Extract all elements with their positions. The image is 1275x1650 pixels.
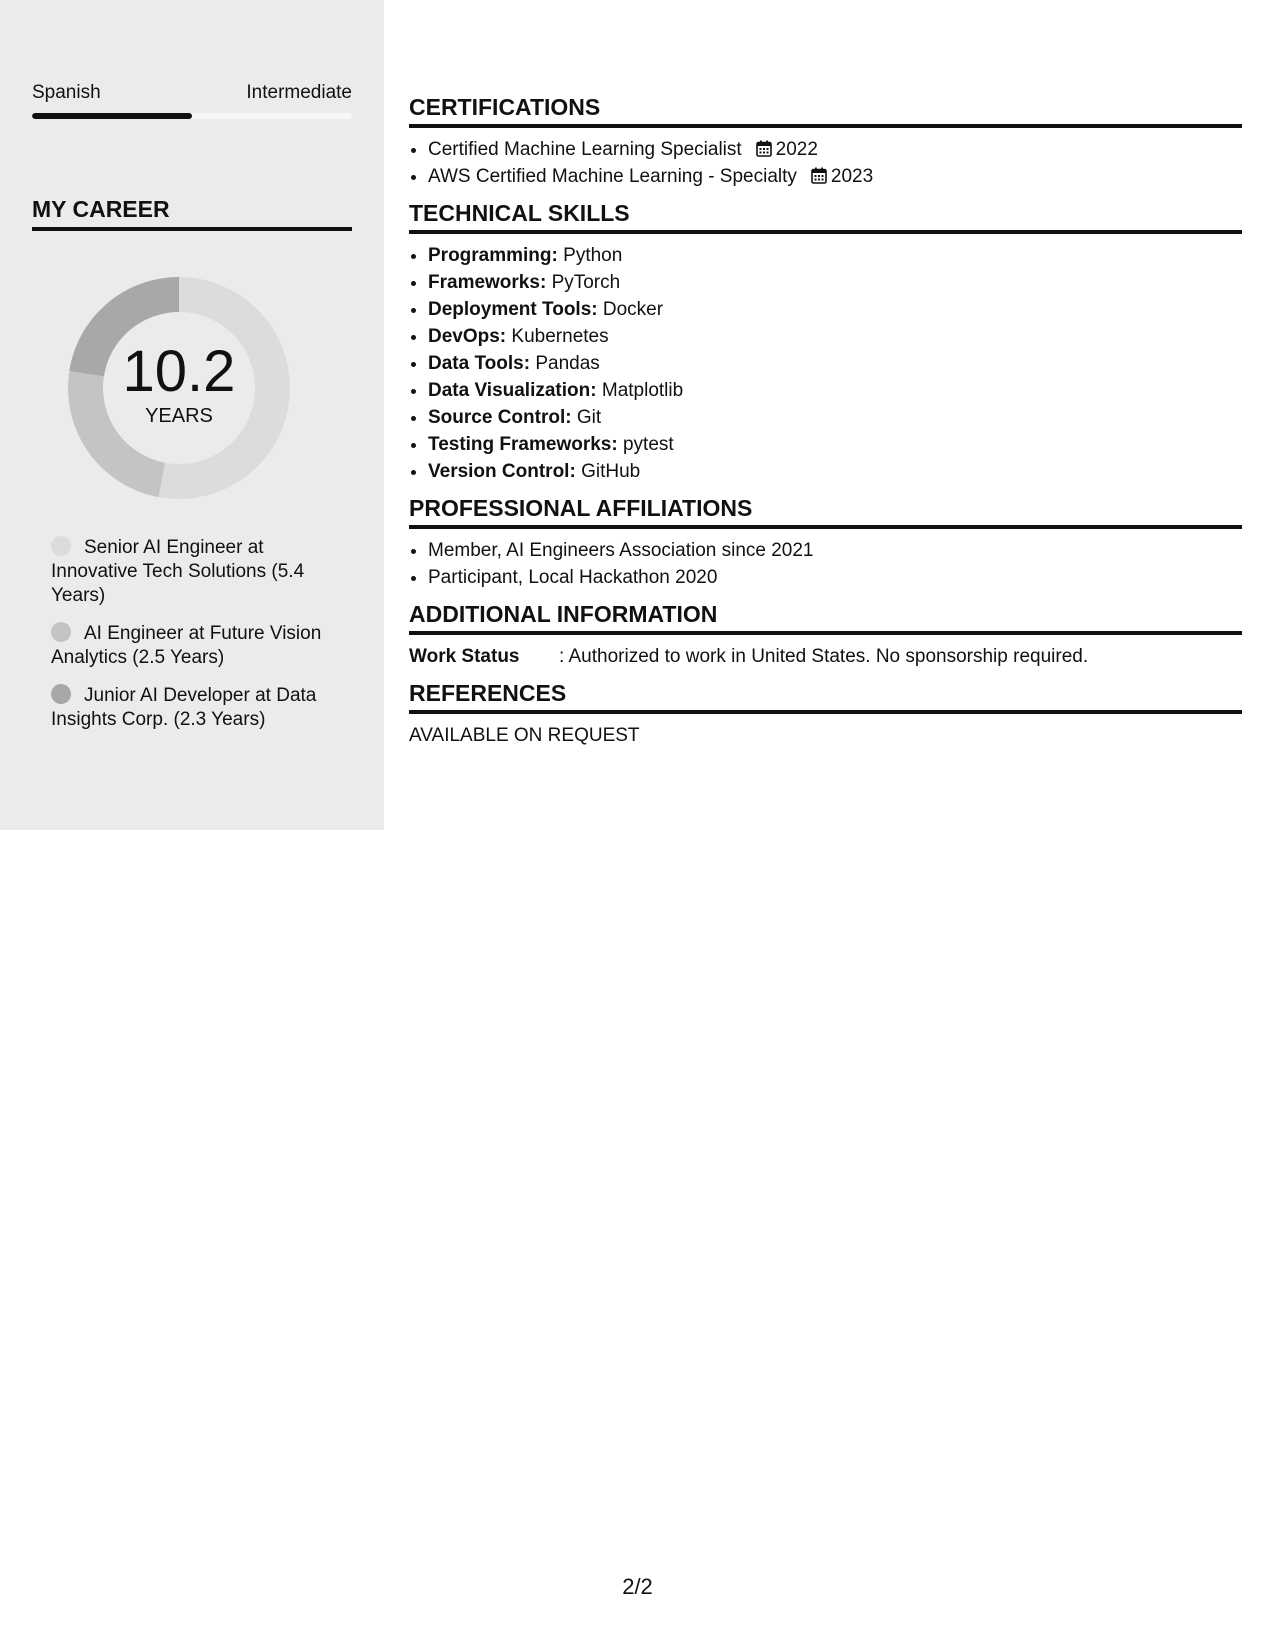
affiliations-heading: PROFESSIONAL AFFILIATIONS bbox=[409, 495, 1242, 529]
career-legend-text: AI Engineer at Future Vision Analytics (2.5 Years) bbox=[51, 623, 322, 668]
career-legend-item bbox=[51, 684, 341, 732]
references-section bbox=[409, 680, 1242, 749]
skill-item bbox=[428, 323, 1242, 350]
references-heading: REFERENCES bbox=[409, 680, 1242, 714]
skill-value: PyTorch bbox=[551, 272, 621, 293]
skill-value: Matplotlib bbox=[601, 380, 684, 401]
affiliation-item: • Participant, Local Hackathon 2020 bbox=[428, 564, 1242, 591]
calendar-icon bbox=[811, 167, 827, 184]
work-status-row bbox=[409, 643, 1242, 670]
certification-year: 2023 bbox=[830, 166, 874, 187]
affiliation-item: • Member, AI Engineers Association since 2021 bbox=[428, 537, 1242, 564]
career-heading: MY CAREER bbox=[32, 196, 352, 231]
references-text: AVAILABLE ON REQUEST bbox=[409, 725, 640, 746]
language-level: Intermediate bbox=[246, 82, 352, 103]
skill-item bbox=[428, 296, 1242, 323]
sidebar bbox=[0, 0, 384, 830]
main-content bbox=[409, 94, 1242, 759]
skill-value: Git bbox=[576, 407, 602, 428]
skill-label: Source Control: bbox=[428, 407, 572, 428]
certifications-list bbox=[409, 136, 1242, 190]
skill-item bbox=[428, 377, 1242, 404]
donut-center bbox=[66, 275, 292, 501]
career-total-value: 10.2 bbox=[122, 338, 236, 404]
certification-name: AWS Certified Machine Learning - Specialty bbox=[428, 166, 797, 187]
career-legend-item bbox=[51, 536, 341, 608]
legend-dot-icon bbox=[51, 622, 71, 642]
skill-value: Docker bbox=[602, 299, 664, 320]
skill-label: DevOps: bbox=[428, 326, 507, 347]
career-legend-item bbox=[51, 622, 341, 670]
additional-info-section bbox=[409, 601, 1242, 670]
career-legend-text: Senior AI Engineer at Innovative Tech Solutions (5.4 Years) bbox=[51, 537, 305, 606]
career-legend-text: Junior AI Developer at Data Insights Corp. (2.3 Years) bbox=[51, 685, 317, 730]
certification-year: 2022 bbox=[775, 139, 818, 160]
skill-label: Data Visualization: bbox=[428, 380, 597, 401]
technical-skills-heading: TECHNICAL SKILLS bbox=[409, 200, 1242, 234]
certifications-section bbox=[409, 94, 1242, 190]
certification-item bbox=[428, 136, 1242, 163]
certification-name: Certified Machine Learning Specialist bbox=[428, 139, 742, 160]
skill-value: GitHub bbox=[581, 461, 641, 482]
skill-label: Version Control: bbox=[428, 461, 576, 482]
career-legend bbox=[51, 536, 341, 746]
affiliations-section bbox=[409, 495, 1242, 591]
affiliations-list bbox=[409, 537, 1242, 591]
work-status-value: : Authorized to work in United States. No sponsorship required. bbox=[559, 646, 1089, 667]
technical-skills-section bbox=[409, 200, 1242, 485]
page-number: 2/2 bbox=[622, 1574, 653, 1599]
language-name: Spanish bbox=[32, 82, 101, 103]
skill-item bbox=[428, 458, 1242, 485]
skill-item bbox=[428, 350, 1242, 377]
technical-skills-list bbox=[409, 242, 1242, 485]
language-proficiency-bar bbox=[32, 113, 352, 119]
skill-value: Python bbox=[563, 245, 623, 266]
skill-label: Testing Frameworks: bbox=[428, 434, 618, 455]
career-total-unit: YEARS bbox=[145, 404, 213, 427]
skill-item bbox=[428, 431, 1242, 458]
skill-label: Programming: bbox=[428, 245, 558, 266]
skill-item bbox=[428, 242, 1242, 269]
legend-dot-icon bbox=[51, 536, 71, 556]
work-status-label: Work Status bbox=[409, 646, 520, 667]
certifications-heading: CERTIFICATIONS bbox=[409, 94, 1242, 128]
legend-dot-icon bbox=[51, 684, 71, 704]
skill-value: pytest bbox=[622, 434, 674, 455]
career-donut-chart bbox=[66, 275, 292, 501]
skill-value: Pandas bbox=[535, 353, 600, 374]
skill-item bbox=[428, 269, 1242, 296]
language-row bbox=[32, 82, 352, 104]
language-proficiency-fill bbox=[32, 113, 192, 119]
skill-label: Deployment Tools: bbox=[428, 299, 598, 320]
calendar-icon bbox=[756, 140, 772, 157]
certification-item bbox=[428, 163, 1242, 190]
skill-label: Data Tools: bbox=[428, 353, 531, 374]
skill-item bbox=[428, 404, 1242, 431]
skill-value: Kubernetes bbox=[511, 326, 609, 347]
skill-label: Frameworks: bbox=[428, 272, 547, 293]
additional-info-heading: ADDITIONAL INFORMATION bbox=[409, 601, 1242, 635]
